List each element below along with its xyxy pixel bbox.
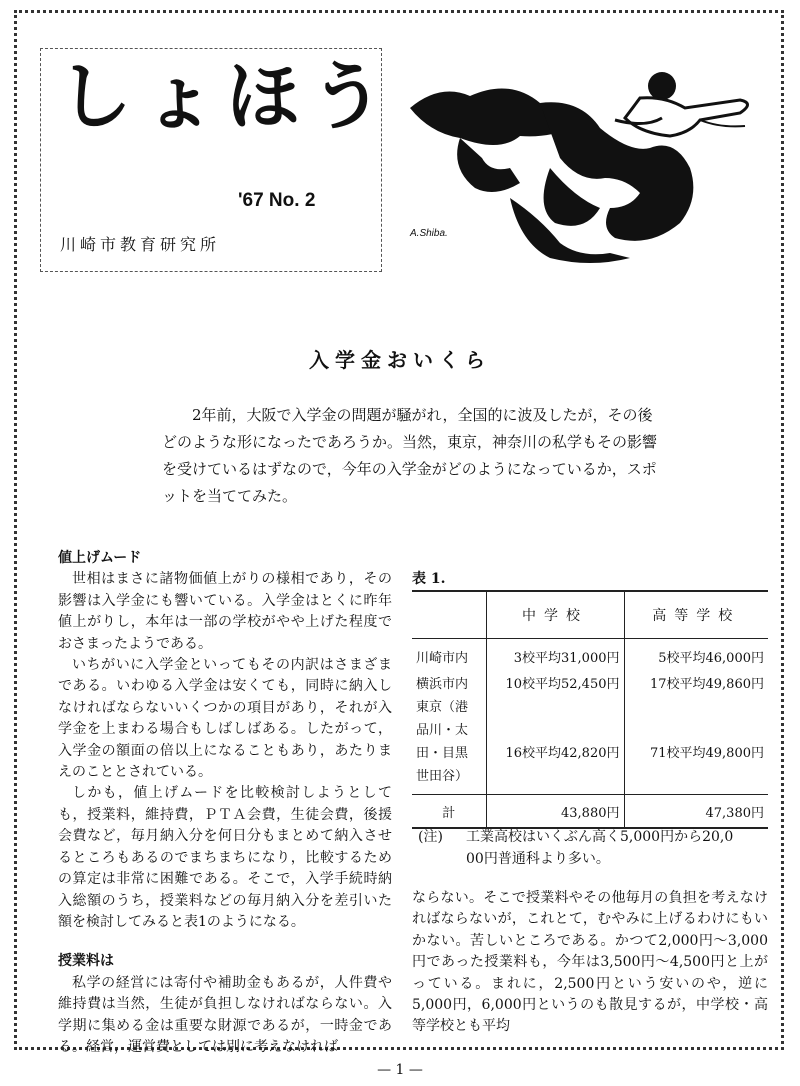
table-row: [412, 765, 768, 795]
table-header-cell: [412, 591, 486, 639]
paragraph: ならない。そこで授業料やその他毎月の負担を考えなければならないが，これとて，むやみに上げるわけにもいかない。苦しいところである。かつて2,000円～3,000円であった授業料も，今年は3,500円～4,500円と上がっている。まれに，2,500円という安いのや，逆に5,000円，6,000円というのも散見するが，中学校・高等学校とも平均: [412, 890, 768, 1035]
table-cell: 16校平均42,820円: [486, 742, 624, 765]
note-text: 00円普通科より多い。: [466, 851, 610, 867]
table-cell: 世田谷）: [416, 768, 469, 784]
table-row: [412, 742, 768, 765]
table-cell: 71校平均49,800円: [624, 742, 768, 765]
table-cell: 43,880円: [486, 795, 624, 829]
table-cell: [486, 719, 624, 742]
right-column: [412, 888, 768, 1038]
table-cell: 東京（港: [416, 699, 469, 715]
table-row: [412, 696, 768, 719]
section-heading: 値上げムード: [58, 550, 142, 566]
table-row: [412, 639, 768, 673]
note-mark: (注): [418, 829, 443, 845]
table-note: [418, 826, 768, 870]
table-cell: [624, 696, 768, 719]
table-cell: [486, 765, 624, 795]
entrance-fee-table: [412, 590, 768, 829]
table-cell: [624, 719, 768, 742]
article-intro: [162, 402, 664, 510]
publisher-name: 川崎市教育研究所: [60, 235, 221, 254]
table-total-row: [412, 795, 768, 829]
table-cell: [624, 765, 768, 795]
table-cell: [486, 696, 624, 719]
table-cell: 3校平均31,000円: [486, 639, 624, 673]
issue-number: '67 No. 2: [238, 190, 316, 211]
table-cell: 47,380円: [624, 795, 768, 829]
paragraph: 私学の経営には寄付や補助金もあるが，人件費や維持費は当然，生徒が負担しなければならない。入学期に集める金は重要な財源であるが，一時金である。経営，運営費としては別に考えなければ: [58, 974, 392, 1055]
table-cell: 5校平均46,000円: [624, 639, 768, 673]
page-number: — 1 —: [377, 1062, 423, 1078]
intro-paragraph: 2年前，大阪で入学金の問題が騒がれ，全国的に波及したが，その後どのような形になったであろうか。当然，東京，神奈川の私学もその影響を受けているはずなので，今年の入学金がどのようになっているか，スポットを当ててみた。: [162, 406, 658, 505]
paragraph: いちがいに入学金といってもその内訳はさまざまである。いわゆる入学金は安くても，同時に納入しなければならないいくつかの項目があり，それが入学金を上まわる場合もしばしばある。したがって，入学金の額面の倍以上になることもあり，あたりまえのこととされている。: [58, 657, 392, 781]
table-cell: 川崎市内: [416, 651, 469, 666]
table-cell: 品川・太: [416, 722, 469, 738]
table-cell: 10校平均52,450円: [486, 673, 624, 696]
table-header-cell: 中学校: [486, 591, 624, 639]
artist-signature: A.Shiba.: [410, 228, 448, 239]
table-row: [412, 673, 768, 696]
table-cell: 17校平均49,860円: [624, 673, 768, 696]
table-row: [412, 719, 768, 742]
illustration-runner: [400, 58, 760, 268]
paragraph: 世相はまさに諸物価値上がりの様相であり，その影響は入学金にも響いている。入学金はとくに昨年値上がりし，本年は一部の学校がやや上げた程度でおさまったようである。: [58, 571, 392, 652]
note-text: 工業高校はいくぶん高く5,000円から20,0: [466, 829, 734, 845]
article-title: 入学金おいくら: [309, 348, 491, 372]
table-header-row: [412, 591, 768, 639]
table-header-cell: 高等学校: [624, 591, 768, 639]
paragraph: しかも，値上げムードを比較検討しようとしても，授業料，維持費，ＰＴＡ会費，生徒会費，後援会費など，毎月納入分を何日分もまとめて納入させるところもあるのでまちまちになり，比較するための算定は非常に困難である。そこで，入学手続時納入総額のうち，授業料などの毎月納入分を差引いた額を検討してみると表1のようになる。: [58, 785, 392, 930]
table-cell: 横浜市内: [416, 676, 469, 692]
left-column: [58, 548, 392, 1058]
section-heading: 授業料は: [58, 953, 114, 970]
table-label: 表 1.: [412, 571, 446, 587]
table-cell: 計: [412, 795, 486, 829]
table-cell: 田・目黒: [416, 745, 469, 761]
newsletter-logo: しょほう: [58, 54, 394, 140]
